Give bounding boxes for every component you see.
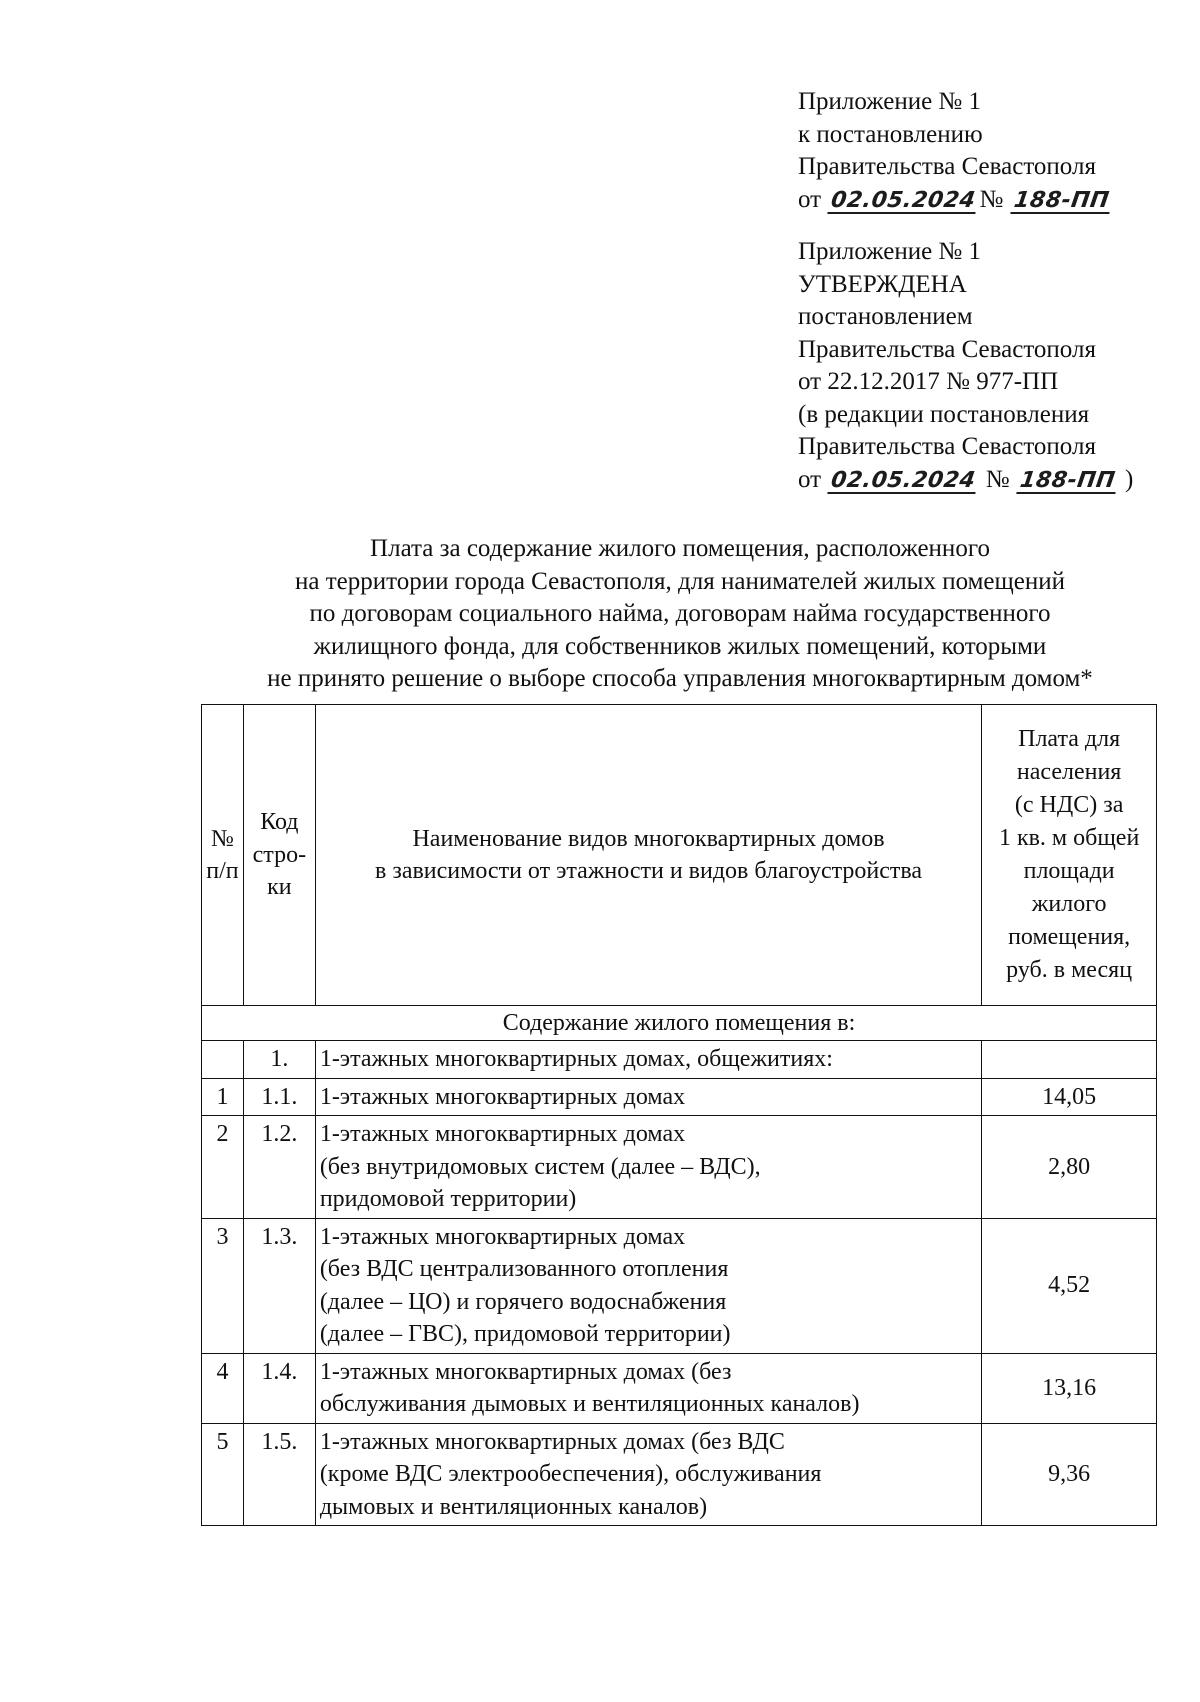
row-name (315, 1078, 981, 1116)
title-line: по договорам социального найма, договорам найма государственного (309, 600, 1051, 627)
row-name-line: (без внутридомовых систем (далее – ВДС), (319, 1153, 761, 1180)
header-fee (982, 705, 1157, 1006)
row-num: 4 (202, 1353, 244, 1423)
row-num: 5 (202, 1423, 244, 1526)
appendix-line: Приложение № 1 (798, 238, 982, 265)
group-fee (982, 1041, 1157, 1079)
appendix-line: от 22.12.2017 № 977-ПП (798, 368, 1059, 395)
row-code: 1.2. (243, 1116, 315, 1219)
appendix-header-current (798, 86, 1113, 216)
appendix-line: Правительства Севастополя (798, 433, 1096, 460)
row-code: 1.1. (243, 1078, 315, 1116)
appendix-line: Приложение № 1 (798, 88, 982, 115)
row-name-line: (далее – ЦО) и горячего водоснабжения (319, 1288, 727, 1315)
group-name: 1-этажных многоквартирных домах, общежитиях: (315, 1041, 981, 1079)
header-name (315, 705, 981, 1006)
row-name (315, 1423, 981, 1526)
header-fee-line: населения (1016, 759, 1122, 785)
row-num: 1 (202, 1078, 244, 1116)
title-line: жилищного фонда, для собственников жилых помещений, которыми (313, 632, 1047, 660)
header-fee-line: жилого (1031, 891, 1107, 917)
table-row (202, 1353, 1157, 1423)
appendix-date-line (798, 464, 1133, 497)
section-title-row (202, 1006, 1157, 1041)
header-fee-line: Плата для (1018, 726, 1121, 752)
title-line: Плата за содержание жилого помещения, расположенного (370, 535, 990, 562)
header-fee-line: 1 кв. м общей (998, 825, 1140, 851)
handwritten-number: 188-ПП (1016, 470, 1118, 494)
row-fee: 4,52 (982, 1218, 1157, 1353)
appendix-line: Правительства Севастополя (798, 153, 1096, 180)
appendix-date-line (798, 184, 1113, 217)
table-header-row (202, 705, 1157, 1006)
header-num-line: п/п (206, 858, 239, 884)
header-num (202, 705, 244, 1006)
row-fee: 14,05 (982, 1078, 1157, 1116)
row-name-line: обслуживания дымовых и вентиляционных каналов) (319, 1391, 860, 1417)
header-code-line: ки (267, 874, 292, 901)
header-code-line: стро- (252, 841, 307, 868)
row-fee: 2,80 (982, 1116, 1157, 1219)
row-code: 1.4. (243, 1353, 315, 1423)
table-row (202, 1218, 1157, 1353)
table-row (202, 1116, 1157, 1219)
group-row (202, 1041, 1157, 1079)
date-prefix: от (798, 185, 822, 213)
closing-paren: ) (1125, 465, 1134, 493)
header-num-line: № (211, 825, 234, 852)
appendix-header-approved (798, 236, 1133, 496)
header-fee-line: руб. в месяц (1006, 957, 1133, 983)
fee-table (201, 704, 1157, 1526)
handwritten-number: 188-ПП (1010, 190, 1112, 214)
appendix-line: к постановлению (798, 120, 983, 148)
row-num: 3 (202, 1218, 244, 1353)
header-fee-line: (с НДС) за (1014, 792, 1124, 818)
row-name-line: 1-этажных многоквартирных домах (319, 1121, 686, 1147)
date-prefix: от (798, 465, 822, 493)
row-name-line: дымовых и вентиляционных каналов) (319, 1493, 708, 1520)
header-code-line: Код (260, 809, 299, 836)
row-name-line: придомовой территории) (319, 1186, 577, 1212)
group-code: 1. (243, 1041, 315, 1079)
handwritten-date: 02.05.2024 (828, 470, 980, 494)
header-fee-line: площади (1023, 858, 1115, 884)
row-name (315, 1116, 981, 1219)
row-code: 1.5. (243, 1423, 315, 1526)
section-title: Содержание жилого помещения в: (202, 1006, 1157, 1041)
appendix-line: Правительства Севастополя (798, 335, 1096, 363)
row-name (315, 1218, 981, 1353)
document-title (190, 533, 1170, 696)
row-name-line: (без ВДС централизованного отопления (319, 1256, 729, 1282)
row-name-line: (далее – ГВС), придомовой территории) (319, 1321, 731, 1347)
table-row (202, 1078, 1157, 1116)
number-sign: № (979, 185, 1004, 213)
row-name-line: 1-этажных многоквартирных домах (319, 1223, 686, 1250)
row-fee: 13,16 (982, 1353, 1157, 1423)
header-name-line: Наименование видов многоквартирных домов (412, 825, 885, 852)
header-code (243, 705, 315, 1006)
title-line: не принято решение о выборе способа управления многоквартирным домом* (267, 665, 1093, 692)
row-name-line: 1-этажных многоквартирных домах (без ВДС (319, 1428, 785, 1455)
group-num (202, 1041, 244, 1079)
number-sign: № (985, 465, 1010, 493)
row-num: 2 (202, 1116, 244, 1219)
row-fee: 9,36 (982, 1423, 1157, 1526)
appendix-line: (в редакции постановления (798, 400, 1090, 428)
row-name-line: 1-этажных многоквартирных домах (без (319, 1358, 732, 1385)
handwritten-date: 02.05.2024 (828, 190, 980, 214)
row-name-line: 1-этажных многоквартирных домах (319, 1083, 686, 1110)
header-name-line: в зависимости от этажности и видов благоустройства (375, 858, 923, 884)
table-row (202, 1423, 1157, 1526)
row-code: 1.3. (243, 1218, 315, 1353)
row-name (315, 1353, 981, 1423)
appendix-line: УТВЕРЖДЕНА (798, 270, 967, 298)
appendix-line: постановлением (798, 303, 973, 330)
header-fee-line: помещения, (1008, 924, 1131, 950)
title-line: на территории города Севастополя, для нанимателей жилых помещений (294, 567, 1066, 595)
row-name-line: (кроме ВДС электрообеспечения), обслуживания (319, 1461, 822, 1487)
